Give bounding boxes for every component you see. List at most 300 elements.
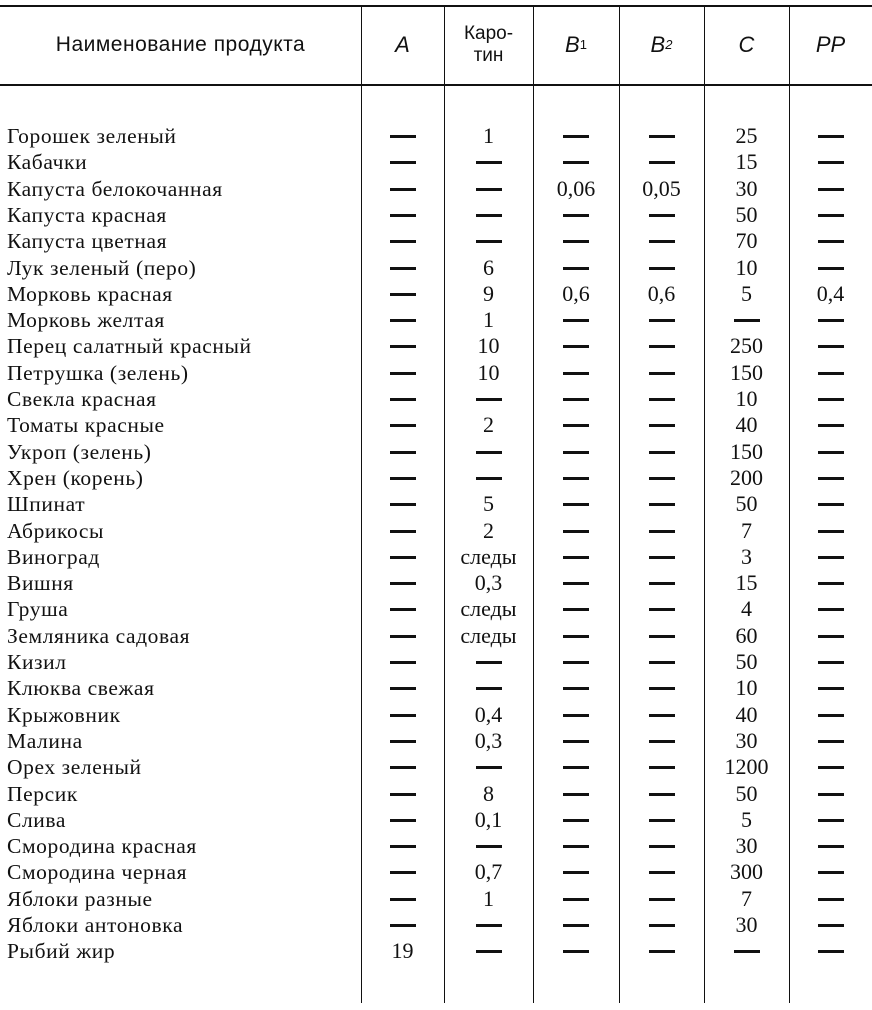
value-pp xyxy=(789,807,872,833)
value-carotene: 9 xyxy=(483,280,494,306)
dash-mark xyxy=(563,319,589,322)
value-c: 40 xyxy=(735,412,758,438)
product-name: Капуста красная xyxy=(7,202,167,227)
table-row xyxy=(0,807,872,833)
product-name: Абрикосы xyxy=(7,518,105,543)
value-b2 xyxy=(619,149,704,175)
dash-mark xyxy=(390,793,416,796)
value-b1 xyxy=(533,360,619,386)
dash-mark xyxy=(563,950,589,953)
dash-mark xyxy=(818,740,844,743)
dash-mark xyxy=(649,924,675,927)
dash-mark xyxy=(390,766,416,769)
value-b1 xyxy=(533,675,619,701)
product-name: Вишня xyxy=(7,571,74,596)
value-b2 xyxy=(619,123,704,149)
value-b1 xyxy=(533,307,619,333)
dash-mark xyxy=(649,477,675,480)
dash-mark xyxy=(390,240,416,243)
value-pp xyxy=(789,439,872,465)
dash-mark xyxy=(390,398,416,401)
dash-mark xyxy=(563,845,589,848)
value-b2 xyxy=(619,412,704,438)
value-c: 50 xyxy=(735,201,758,227)
dash-mark xyxy=(649,372,675,375)
table-row xyxy=(0,544,872,570)
value-a xyxy=(361,307,444,333)
value-carotene xyxy=(444,176,533,202)
value-carotene xyxy=(444,833,533,859)
dash-mark xyxy=(649,687,675,690)
value-carotene: следы xyxy=(460,543,517,569)
value-a xyxy=(361,859,444,885)
value-b1 xyxy=(533,596,619,622)
product-name: Капуста цветная xyxy=(7,229,168,254)
dash-mark xyxy=(390,740,416,743)
product-name: Малина xyxy=(7,728,83,753)
product-name: Персик xyxy=(7,781,78,806)
value-b1 xyxy=(533,333,619,359)
value-pp xyxy=(789,333,872,359)
dash-mark xyxy=(390,661,416,664)
dash-mark xyxy=(649,214,675,217)
dash-mark xyxy=(818,556,844,559)
value-b2: 0,6 xyxy=(647,280,676,306)
value-carotene xyxy=(444,465,533,491)
value-pp xyxy=(789,228,872,254)
table-row xyxy=(0,570,872,596)
product-name: Петрушка (зелень) xyxy=(7,360,189,385)
value-b1 xyxy=(533,886,619,912)
table-row xyxy=(0,333,872,359)
dash-mark xyxy=(390,135,416,138)
value-b2 xyxy=(619,465,704,491)
value-carotene: 0,7 xyxy=(474,859,503,885)
table-row xyxy=(0,123,872,149)
header-vitamin-b2 xyxy=(619,5,704,84)
value-carotene xyxy=(444,228,533,254)
value-pp xyxy=(789,465,872,491)
header-vitamin-c: C xyxy=(738,31,755,57)
dash-mark xyxy=(649,240,675,243)
dash-mark xyxy=(649,267,675,270)
value-a xyxy=(361,912,444,938)
value-b1 xyxy=(533,491,619,517)
value-carotene: 8 xyxy=(483,780,494,806)
value-carotene xyxy=(444,754,533,780)
header-vitamin-b1 xyxy=(533,5,619,84)
header-vitamin-a: A xyxy=(395,31,410,57)
dash-mark xyxy=(649,345,675,348)
dash-mark xyxy=(390,293,416,296)
value-pp xyxy=(789,544,872,570)
value-pp xyxy=(789,702,872,728)
dash-mark xyxy=(649,608,675,611)
value-c: 7 xyxy=(741,885,752,911)
value-pp xyxy=(789,938,872,964)
dash-mark xyxy=(390,687,416,690)
dash-mark xyxy=(390,556,416,559)
value-c: 50 xyxy=(735,649,758,674)
value-b1 xyxy=(533,255,619,281)
product-name: Виноград xyxy=(7,544,100,569)
value-pp xyxy=(789,754,872,780)
dash-mark xyxy=(563,635,589,638)
value-pp: 0,4 xyxy=(816,280,845,306)
value-b1 xyxy=(533,123,619,149)
value-b1 xyxy=(533,465,619,491)
dash-mark xyxy=(563,898,589,901)
value-carotene xyxy=(444,912,533,938)
value-c: 5 xyxy=(741,280,752,306)
product-name: Кизил xyxy=(7,650,67,674)
value-carotene xyxy=(444,149,533,175)
value-b2 xyxy=(619,781,704,807)
value-c: 30 xyxy=(735,175,758,201)
dash-mark xyxy=(390,608,416,611)
value-c: 30 xyxy=(735,912,758,937)
value-a xyxy=(361,123,444,149)
value-pp xyxy=(789,202,872,228)
value-b2 xyxy=(619,307,704,333)
value-pp xyxy=(789,859,872,885)
value-c: 7 xyxy=(741,517,752,543)
value-c: 150 xyxy=(730,438,763,464)
dash-mark xyxy=(476,845,502,848)
dash-mark xyxy=(390,845,416,848)
value-c: 30 xyxy=(735,727,758,753)
dash-mark xyxy=(563,740,589,743)
dash-mark xyxy=(649,793,675,796)
value-b2 xyxy=(619,886,704,912)
value-b1 xyxy=(533,649,619,675)
value-carotene: 1 xyxy=(483,885,494,911)
value-carotene: 0,1 xyxy=(474,806,503,832)
value-b2 xyxy=(619,518,704,544)
value-c: 5 xyxy=(741,806,752,832)
dash-mark xyxy=(818,793,844,796)
value-pp xyxy=(789,386,872,412)
dash-mark xyxy=(563,687,589,690)
value-b1 xyxy=(533,912,619,938)
value-c: 1200 xyxy=(724,754,769,780)
dash-mark xyxy=(818,608,844,611)
dash-mark xyxy=(818,135,844,138)
value-b1: 0,6 xyxy=(562,280,590,306)
table-row xyxy=(0,386,872,412)
value-c: 4 xyxy=(741,596,752,622)
value-b2 xyxy=(619,386,704,412)
dash-mark xyxy=(649,161,675,164)
value-a xyxy=(361,886,444,912)
dash-mark xyxy=(818,161,844,164)
product-name: Капуста белокочанная xyxy=(7,176,223,201)
value-carotene: 1 xyxy=(483,123,494,148)
value-carotene xyxy=(444,439,533,465)
value-c: 250 xyxy=(730,333,763,359)
table-row xyxy=(0,491,872,517)
table-row xyxy=(0,596,872,622)
dash-mark xyxy=(649,845,675,848)
dash-mark xyxy=(818,687,844,690)
table-row xyxy=(0,938,872,964)
dash-mark xyxy=(390,372,416,375)
dash-mark xyxy=(390,477,416,480)
value-a xyxy=(361,675,444,701)
dash-mark xyxy=(818,845,844,848)
value-carotene: 5 xyxy=(483,491,494,517)
value-a: 19 xyxy=(391,938,414,964)
dash-mark xyxy=(649,661,675,664)
dash-mark xyxy=(563,556,589,559)
value-b2 xyxy=(619,360,704,386)
value-carotene: 0,3 xyxy=(474,727,503,753)
value-b1 xyxy=(533,754,619,780)
header-b2-subscript: 2 xyxy=(665,37,673,52)
value-pp xyxy=(789,412,872,438)
dash-mark xyxy=(818,924,844,927)
dash-mark xyxy=(563,240,589,243)
value-carotene: 0,3 xyxy=(474,570,503,596)
value-a xyxy=(361,439,444,465)
dash-mark xyxy=(734,950,760,953)
product-name: Яблоки разные xyxy=(7,886,153,911)
value-carotene: 0,4 xyxy=(474,701,503,727)
value-pp xyxy=(789,675,872,701)
value-a xyxy=(361,596,444,622)
dash-mark xyxy=(734,319,760,322)
product-name: Горошек зеленый xyxy=(7,124,177,148)
value-pp xyxy=(789,360,872,386)
value-pp xyxy=(789,149,872,175)
dash-mark xyxy=(818,819,844,822)
dash-mark xyxy=(390,924,416,927)
value-a xyxy=(361,781,444,807)
dash-mark xyxy=(818,898,844,901)
dash-mark xyxy=(390,267,416,270)
value-b2 xyxy=(619,859,704,885)
dash-mark xyxy=(563,924,589,927)
value-b2 xyxy=(619,702,704,728)
value-pp xyxy=(789,833,872,859)
product-name: Лук зеленый (перо) xyxy=(7,255,197,280)
dash-mark xyxy=(390,214,416,217)
dash-mark xyxy=(649,530,675,533)
value-c: 10 xyxy=(735,386,758,411)
value-a xyxy=(361,702,444,728)
value-c: 50 xyxy=(735,491,758,517)
product-name: Морковь желтая xyxy=(7,308,165,333)
dash-mark xyxy=(649,503,675,506)
value-pp xyxy=(789,176,872,202)
value-b1 xyxy=(533,439,619,465)
table-row xyxy=(0,623,872,649)
table-row xyxy=(0,754,872,780)
product-name: Морковь красная xyxy=(7,281,173,306)
value-c: 10 xyxy=(735,254,758,280)
dash-mark xyxy=(563,871,589,874)
value-b1 xyxy=(533,228,619,254)
table-row xyxy=(0,228,872,254)
value-b2 xyxy=(619,623,704,649)
table-row xyxy=(0,728,872,754)
value-b2 xyxy=(619,202,704,228)
dash-mark xyxy=(818,950,844,953)
value-a xyxy=(361,544,444,570)
dash-mark xyxy=(563,503,589,506)
value-a xyxy=(361,281,444,307)
header-b1-letter: B xyxy=(565,31,580,57)
dash-mark xyxy=(818,661,844,664)
value-b2: 0,05 xyxy=(642,175,681,201)
dash-mark xyxy=(818,214,844,217)
dash-mark xyxy=(818,424,844,427)
dash-mark xyxy=(563,766,589,769)
value-a xyxy=(361,228,444,254)
dash-mark xyxy=(563,477,589,480)
table-row xyxy=(0,781,872,807)
dash-mark xyxy=(390,188,416,191)
value-b1: 0,06 xyxy=(556,175,596,201)
value-b2 xyxy=(619,228,704,254)
table-row xyxy=(0,649,872,675)
value-b1 xyxy=(533,833,619,859)
dash-mark xyxy=(649,714,675,717)
header-vitamin-pp: PP xyxy=(815,31,846,57)
value-pp xyxy=(789,570,872,596)
dash-mark xyxy=(390,319,416,322)
value-pp xyxy=(789,307,872,333)
value-carotene: 10 xyxy=(477,333,500,359)
value-a xyxy=(361,465,444,491)
dash-mark xyxy=(649,871,675,874)
value-b2 xyxy=(619,439,704,465)
dash-mark xyxy=(476,214,502,217)
dash-mark xyxy=(818,267,844,270)
dash-mark xyxy=(649,635,675,638)
value-carotene xyxy=(444,649,533,675)
dash-mark xyxy=(563,819,589,822)
value-a xyxy=(361,833,444,859)
value-c: 15 xyxy=(735,149,758,175)
value-c: 150 xyxy=(730,359,763,385)
dash-mark xyxy=(390,424,416,427)
dash-mark xyxy=(818,871,844,874)
dash-mark xyxy=(818,477,844,480)
value-b1 xyxy=(533,859,619,885)
dash-mark xyxy=(818,714,844,717)
dash-mark xyxy=(649,451,675,454)
value-carotene: 6 xyxy=(483,254,494,280)
value-carotene: следы xyxy=(460,596,517,622)
value-a xyxy=(361,176,444,202)
value-a xyxy=(361,255,444,281)
dash-mark xyxy=(649,556,675,559)
product-name: Крыжовник xyxy=(7,702,121,727)
dash-mark xyxy=(649,582,675,585)
dash-mark xyxy=(476,661,502,664)
table-row xyxy=(0,675,872,701)
dash-mark xyxy=(649,740,675,743)
dash-mark xyxy=(563,793,589,796)
dash-mark xyxy=(390,819,416,822)
value-carotene: 10 xyxy=(477,359,500,385)
value-b1 xyxy=(533,149,619,175)
value-a xyxy=(361,649,444,675)
header-b1-subscript: 1 xyxy=(579,37,587,52)
dash-mark xyxy=(476,451,502,454)
dash-mark xyxy=(563,267,589,270)
product-name: Рыбий жир xyxy=(7,939,116,964)
value-c xyxy=(704,938,789,964)
value-b2 xyxy=(619,675,704,701)
table-row xyxy=(0,465,872,491)
table-row xyxy=(0,518,872,544)
value-pp xyxy=(789,886,872,912)
dash-mark xyxy=(649,135,675,138)
dash-mark xyxy=(476,687,502,690)
dash-mark xyxy=(390,503,416,506)
value-b2 xyxy=(619,255,704,281)
value-a xyxy=(361,386,444,412)
value-b2 xyxy=(619,807,704,833)
value-pp xyxy=(789,123,872,149)
value-b2 xyxy=(619,596,704,622)
product-name: Орех зеленый xyxy=(7,755,142,780)
table-row xyxy=(0,281,872,307)
value-b1 xyxy=(533,781,619,807)
value-b2 xyxy=(619,912,704,938)
value-c: 30 xyxy=(735,833,758,859)
dash-mark xyxy=(476,398,502,401)
value-b1 xyxy=(533,544,619,570)
value-b1 xyxy=(533,728,619,754)
dash-mark xyxy=(649,424,675,427)
value-a xyxy=(361,728,444,754)
value-b2 xyxy=(619,649,704,675)
value-c: 15 xyxy=(735,570,758,596)
dash-mark xyxy=(649,319,675,322)
value-carotene xyxy=(444,938,533,964)
dash-mark xyxy=(390,451,416,454)
value-carotene xyxy=(444,386,533,412)
value-b1 xyxy=(533,938,619,964)
value-pp xyxy=(789,623,872,649)
value-b1 xyxy=(533,570,619,596)
value-a xyxy=(361,202,444,228)
value-carotene: следы xyxy=(460,622,517,648)
value-b2 xyxy=(619,544,704,570)
table-row xyxy=(0,360,872,386)
value-c: 10 xyxy=(735,675,758,701)
value-b1 xyxy=(533,412,619,438)
dash-mark xyxy=(476,950,502,953)
value-pp xyxy=(789,491,872,517)
dash-mark xyxy=(818,372,844,375)
dash-mark xyxy=(818,398,844,401)
value-carotene: 2 xyxy=(483,412,494,438)
table-row xyxy=(0,255,872,281)
dash-mark xyxy=(818,451,844,454)
dash-mark xyxy=(390,530,416,533)
table-row xyxy=(0,202,872,228)
product-name: Клюква свежая xyxy=(7,676,155,701)
value-b2 xyxy=(619,833,704,859)
value-carotene xyxy=(444,675,533,701)
dash-mark xyxy=(563,451,589,454)
dash-mark xyxy=(563,214,589,217)
value-c: 3 xyxy=(741,543,752,569)
